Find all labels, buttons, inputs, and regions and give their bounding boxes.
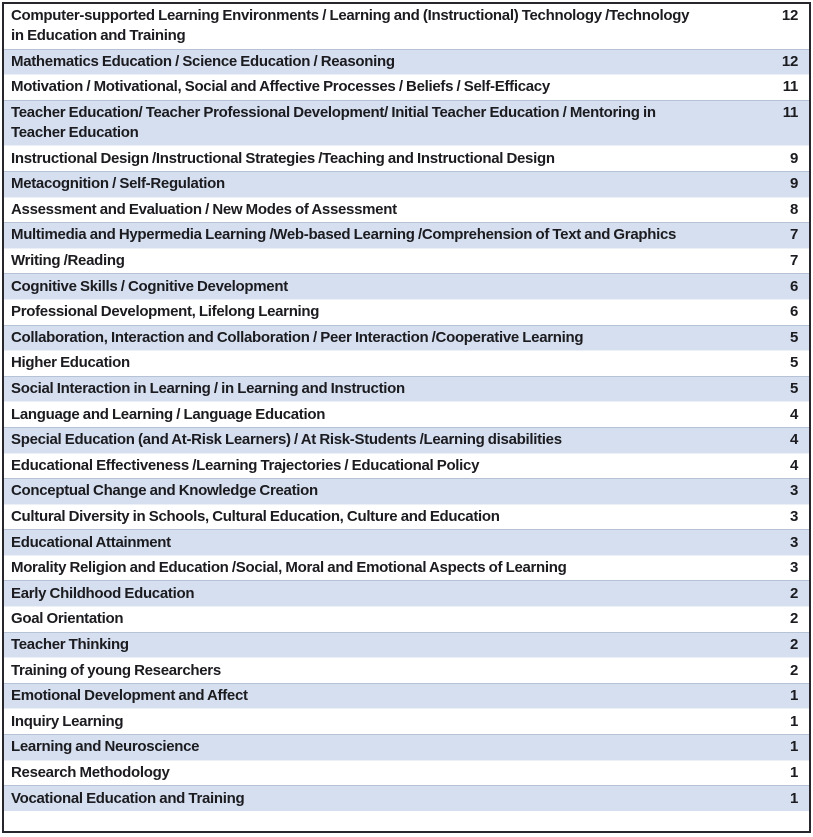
- table-row: [4, 657, 809, 683]
- topic-cell: Metacognition / Self-Regulation: [11, 175, 225, 193]
- topic-cell: Special Education (and At-Risk Learners) / At Risk-Students /Learning disabilities: [11, 431, 562, 449]
- topic-cell: Vocational Education and Training: [11, 789, 245, 807]
- topic-cell: Goal Orientation: [11, 610, 124, 628]
- count-cell: 2: [789, 635, 798, 653]
- table-row: [4, 4, 809, 49]
- count-cell: 1: [789, 789, 798, 807]
- table-row: [4, 606, 809, 632]
- table-row: [4, 100, 809, 146]
- table-row: [4, 171, 809, 197]
- table-row: [4, 580, 809, 606]
- count-cell: 9: [789, 175, 798, 193]
- topic-cell: Learning and Neuroscience: [11, 738, 200, 756]
- topic-cell: Emotional Development and Affect: [11, 687, 248, 705]
- count-cell: 3: [789, 559, 798, 577]
- topic-cell: Higher Education: [11, 354, 130, 372]
- table-row: [4, 453, 809, 479]
- table-row: [4, 49, 809, 75]
- table-row: [4, 376, 809, 402]
- count-cell: 1: [789, 738, 798, 756]
- topic-cell: Teacher Education/ Teacher Professional Development/ Initial Teacher Education / Mentoring in Teacher Education: [11, 104, 656, 142]
- count-cell: 1: [789, 712, 798, 730]
- topic-cell: Language and Learning / Language Education: [11, 405, 326, 423]
- topic-cell: Training of young Researchers: [11, 661, 221, 679]
- topic-cell: Motivation / Motivational, Social and Affective Processes / Beliefs / Self-Efficacy: [11, 78, 550, 96]
- topic-cell: Mathematics Education / Science Education / Reasoning: [11, 52, 395, 70]
- topic-cell: Cognitive Skills / Cognitive Development: [11, 277, 288, 295]
- table-row: [4, 708, 809, 734]
- count-cell: 4: [789, 456, 798, 474]
- table-row: [4, 785, 809, 811]
- count-cell: 1: [789, 763, 798, 781]
- topic-cell: Teacher Thinking: [11, 635, 129, 653]
- count-cell: 12: [781, 52, 798, 70]
- topics-table: [2, 2, 811, 833]
- topic-cell: Inquiry Learning: [11, 712, 124, 730]
- topic-cell: Conceptual Change and Knowledge Creation: [11, 482, 318, 500]
- topic-cell: Assessment and Evaluation / New Modes of Assessment: [11, 200, 397, 218]
- table-row: [4, 325, 809, 351]
- topic-cell: Educational Attainment: [11, 533, 171, 551]
- table-row: [4, 632, 809, 658]
- count-cell: 2: [789, 610, 798, 628]
- table-row: [4, 760, 809, 786]
- topic-cell: Cultural Diversity in Schools, Cultural Education, Culture and Education: [11, 507, 500, 525]
- topic-cell: Collaboration, Interaction and Collaboration / Peer Interaction /Cooperative Learning: [11, 328, 584, 346]
- count-cell: 5: [789, 354, 798, 372]
- topic-cell: Professional Development, Lifelong Learning: [11, 303, 320, 321]
- table-row: [4, 555, 809, 581]
- table-row: [4, 529, 809, 555]
- count-cell: 12: [781, 7, 798, 25]
- count-cell: 5: [789, 328, 798, 346]
- count-cell: 4: [789, 405, 798, 423]
- table-row: [4, 74, 809, 100]
- count-cell: 11: [782, 104, 798, 122]
- topic-cell: Early Childhood Education: [11, 584, 195, 602]
- topic-cell: Multimedia and Hypermedia Learning /Web-based Learning /Comprehension of Text and Graphics: [11, 226, 677, 244]
- table-row: [4, 350, 809, 376]
- table-row: [4, 401, 809, 427]
- topic-cell: Social Interaction in Learning / in Learning and Instruction: [11, 380, 405, 398]
- table-row: [4, 145, 809, 171]
- topic-cell: Educational Effectiveness /Learning Trajectories / Educational Policy: [11, 456, 480, 474]
- table-row: [4, 427, 809, 453]
- count-cell: 6: [789, 277, 798, 295]
- table-row: [4, 299, 809, 325]
- count-cell: 7: [789, 252, 798, 270]
- count-cell: 3: [789, 533, 798, 551]
- count-cell: 1: [789, 687, 798, 705]
- table-row: [4, 504, 809, 530]
- count-cell: 7: [789, 226, 798, 244]
- count-cell: 2: [789, 661, 798, 679]
- topic-cell: Instructional Design /Instructional Strategies /Teaching and Instructional Design: [11, 149, 555, 167]
- table-row: [4, 683, 809, 709]
- count-cell: 9: [789, 149, 798, 167]
- count-cell: 2: [789, 584, 798, 602]
- table-row: [4, 734, 809, 760]
- table-row: [4, 273, 809, 299]
- table-row: [4, 222, 809, 248]
- topic-cell: Computer-supported Learning Environments / Learning and (Instructional) Technology /Technology in Education and Training: [11, 7, 690, 45]
- count-cell: 4: [789, 431, 798, 449]
- count-cell: 6: [789, 303, 798, 321]
- count-cell: 8: [789, 200, 798, 218]
- topic-cell: Morality Religion and Education /Social, Moral and Emotional Aspects of Learning: [11, 559, 567, 577]
- count-cell: 11: [782, 78, 798, 96]
- topic-cell: Writing /Reading: [11, 252, 125, 270]
- topic-cell: Research Methodology: [11, 763, 170, 781]
- table-row: [4, 197, 809, 223]
- table-row: [4, 478, 809, 504]
- count-cell: 3: [789, 482, 798, 500]
- count-cell: 3: [789, 507, 798, 525]
- count-cell: 5: [789, 380, 798, 398]
- table-row: [4, 248, 809, 274]
